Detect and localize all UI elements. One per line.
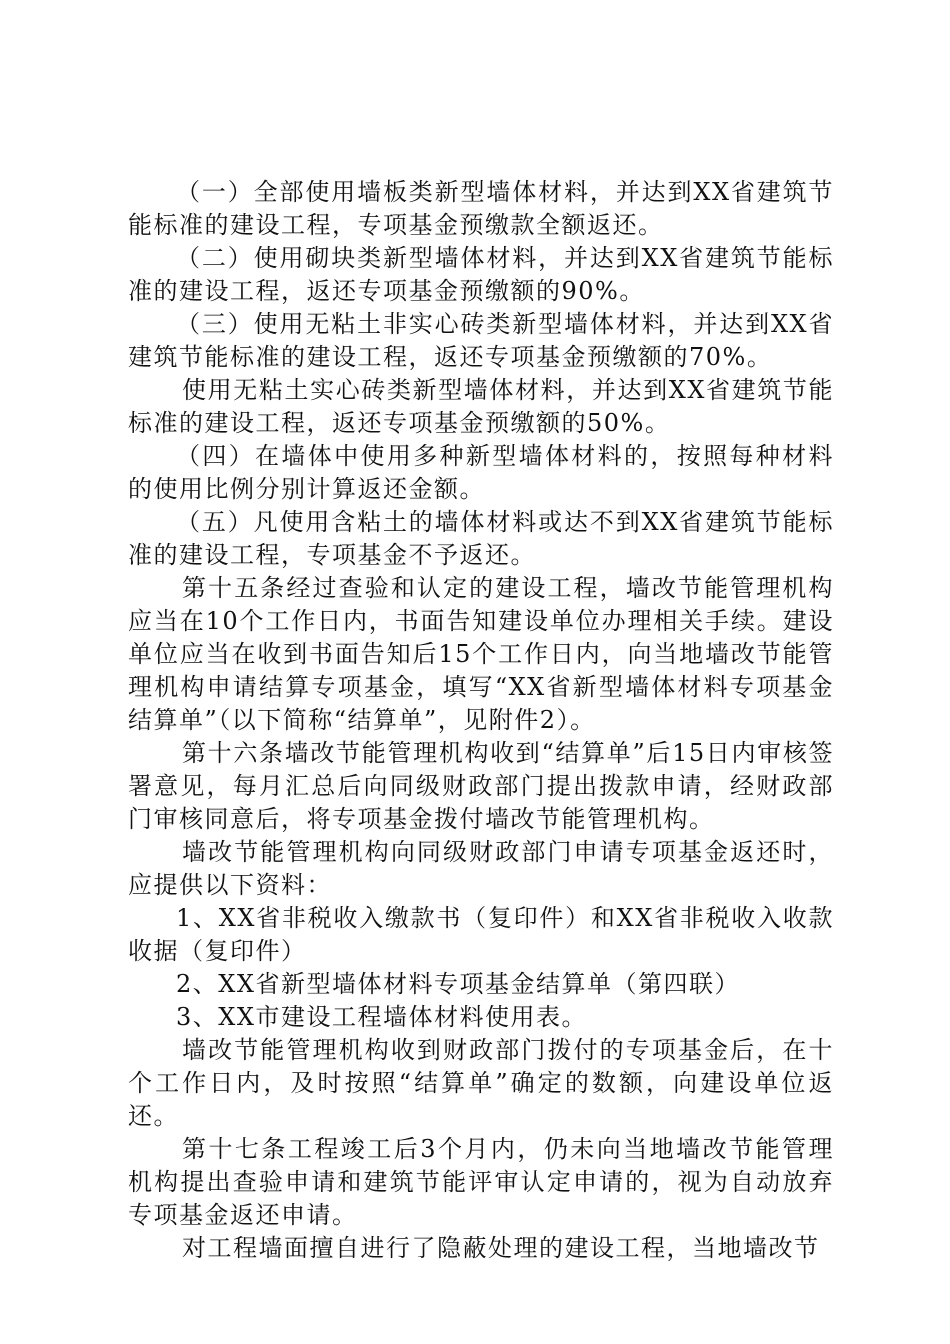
paragraph-material-3: 3、XX市建设工程墙体材料使用表。 [176,1003,587,1031]
paragraph-item-3: （三）使用无粘土非实心砖类新型墙体材料，并达到XX省建筑节能标准的建设工程，返还专项基金预缴额的70%。 [128,310,834,371]
paragraph-item-5: （五）凡使用含粘土的墙体材料或达不到XX省建筑节能标准的建设工程，专项基金不予返还。 [128,508,834,569]
paragraph-article-17: 第十七条工程竣工后3个月内，仍未向当地墙改节能管理机构提出查验申请和建筑节能评审认定申请的，视为自动放弃专项基金返还申请。 [128,1135,834,1229]
paragraph-article-16: 第十六条墙改节能管理机构收到“结算单”后15日内审核签署意见，每月汇总后向同级财政部门提出拨款申请，经财政部门审核同意后，将专项基金拨付墙改节能管理机构。 [128,739,834,833]
paragraph-material-2: 2、XX省新型墙体材料专项基金结算单（第四联） [176,970,740,998]
paragraph-item-1: （一）全部使用墙板类新型墙体材料，并达到XX省建筑节能标准的建设工程，专项基金预缴款全额返还。 [128,178,834,239]
paragraph-refund-process: 墙改节能管理机构收到财政部门拨付的专项基金后，在十个工作日内，及时按照“结算单”确定的数额，向建设单位返还。 [128,1036,834,1130]
paragraph-materials-intro: 墙改节能管理机构向同级财政部门申请专项基金返还时，应提供以下资料： [128,838,834,899]
document-body [128,176,834,1265]
paragraph-item-4: （四）在墙体中使用多种新型墙体材料的，按照每种材料的使用比例分别计算返还金额。 [128,442,834,503]
paragraph-material-1: 1、XX省非税收入缴款书（复印件）和XX省非税收入收款收据（复印件） [128,904,834,965]
paragraph-article-15: 第十五条经过查验和认定的建设工程，墙改节能管理机构应当在10个工作日内，书面告知建设单位办理相关手续。建设单位应当在收到书面告知后15个工作日内，向当地墙改节能管理机构申请结算专项基金，填写“XX省新型墙体材料专项基金结算单”（以下简称“结算单”，见附件2）。 [128,574,834,734]
paragraph-solid-brick: 使用无粘土实心砖类新型墙体材料，并达到XX省建筑节能标准的建设工程，返还专项基金预缴额的50%。 [128,376,834,437]
paragraph-item-2: （二）使用砌块类新型墙体材料，并达到XX省建筑节能标准的建设工程，返还专项基金预缴额的90%。 [128,244,834,305]
paragraph-concealed-walls: 对工程墙面擅自进行了隐蔽处理的建设工程，当地墙改节 [182,1234,820,1262]
